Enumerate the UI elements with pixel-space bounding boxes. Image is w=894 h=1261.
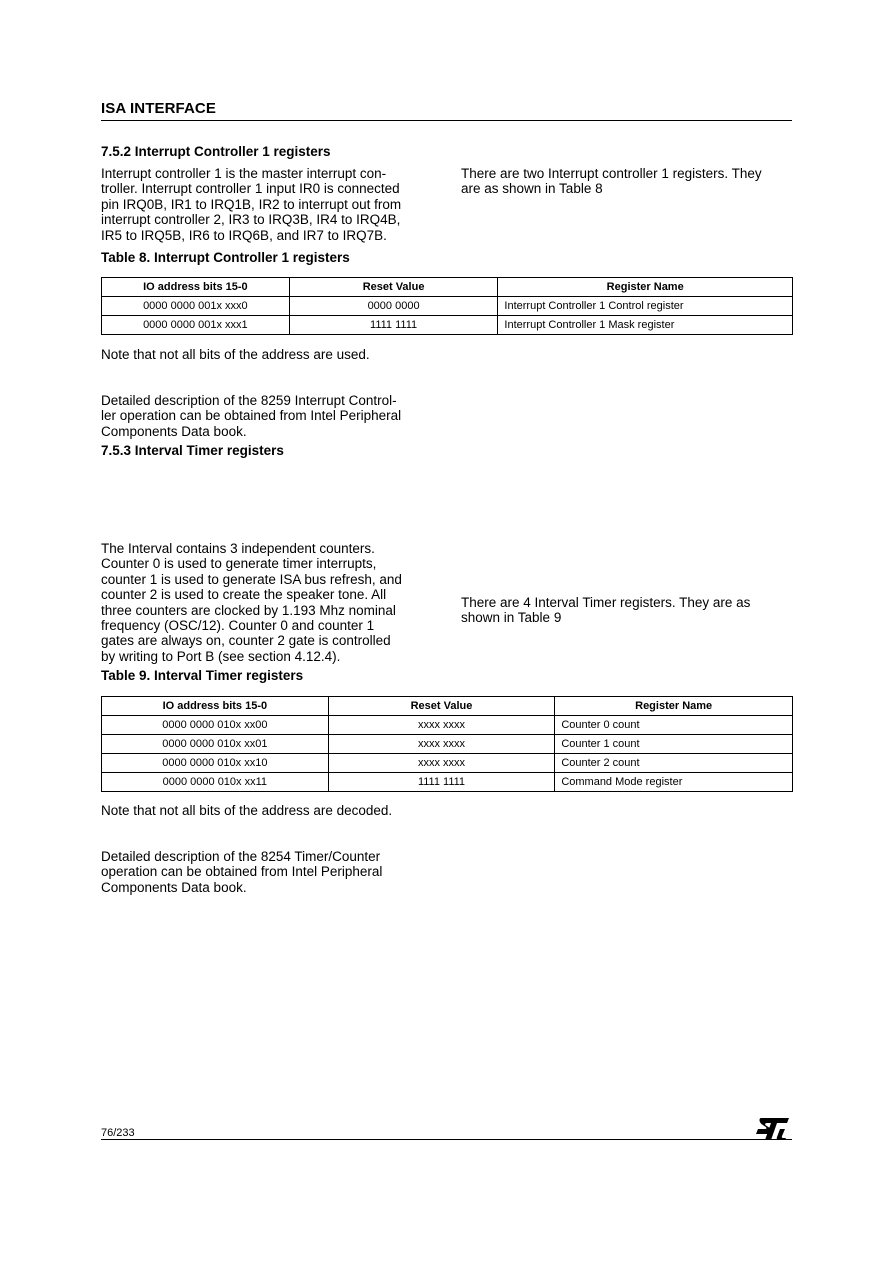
io-address-cell: 0000 0000 010x xx01 bbox=[102, 735, 329, 754]
reset-value-cell: 1111 1111 bbox=[328, 773, 555, 792]
column-header: Reset Value bbox=[289, 278, 498, 297]
reset-value-cell: 1111 1111 bbox=[289, 316, 498, 335]
text-line: by writing to Port B (see section 4.12.4). bbox=[101, 648, 341, 664]
io-address-cell: 0000 0000 010x xx11 bbox=[102, 773, 329, 792]
table-9-interval-timer bbox=[101, 696, 793, 792]
text-line: operation can be obtained from Intel Peripheral bbox=[101, 864, 383, 880]
text-line: troller. Interrupt controller 1 input IR0 is connected bbox=[101, 181, 400, 197]
register-name-cell: Counter 1 count bbox=[555, 735, 793, 754]
register-name-cell: Counter 0 count bbox=[555, 716, 793, 735]
text-line: The Interval contains 3 independent counters. bbox=[101, 541, 375, 556]
page-header-title: ISA INTERFACE bbox=[101, 100, 216, 117]
table-row bbox=[102, 316, 793, 335]
text-line: shown in Table 9 bbox=[461, 610, 562, 626]
table-row bbox=[102, 735, 793, 754]
text-line: Detailed description of the 8259 Interrupt Control- bbox=[101, 393, 397, 408]
io-address-cell: 0000 0000 010x xx00 bbox=[102, 716, 329, 735]
header-rule bbox=[101, 120, 792, 121]
text-line: There are two Interrupt controller 1 registers. They bbox=[461, 166, 762, 181]
table-8-interrupt-controller bbox=[101, 277, 793, 335]
text-line: Components Data book. bbox=[101, 879, 247, 895]
section-heading-7-5-2: 7.5.2 Interrupt Controller 1 registers bbox=[101, 144, 331, 159]
register-name-cell: Counter 2 count bbox=[555, 754, 793, 773]
section-heading-7-5-3: 7.5.3 Interval Timer registers bbox=[101, 443, 284, 458]
reset-value-cell: xxxx xxxx bbox=[328, 716, 555, 735]
table-row bbox=[102, 297, 793, 316]
table-header-row bbox=[102, 697, 793, 716]
address-bits-note: Note that not all bits of the address are used. bbox=[101, 347, 370, 362]
text-line: There are 4 Interval Timer registers. They are as bbox=[461, 595, 751, 610]
page-number: 76/233 bbox=[101, 1127, 135, 1139]
text-line: three counters are clocked by 1.193 Mhz nominal bbox=[101, 602, 396, 618]
io-address-cell: 0000 0000 001x xxx1 bbox=[102, 316, 290, 335]
text-line: pin IRQ0B, IR1 to IRQ1B, IR2 to interrupt out from bbox=[101, 196, 402, 212]
8254-detail-paragraph bbox=[101, 849, 434, 895]
address-bits-decoded-note: Note that not all bits of the address are decoded. bbox=[101, 803, 393, 818]
interrupt-controller-register-count bbox=[461, 166, 797, 197]
reset-value-cell: 0000 0000 bbox=[289, 297, 498, 316]
table-row bbox=[102, 773, 793, 792]
table-row bbox=[102, 716, 793, 735]
register-name-cell: Interrupt Controller 1 Mask register bbox=[498, 316, 793, 335]
reset-value-cell: xxxx xxxx bbox=[328, 754, 555, 773]
io-address-cell: 0000 0000 001x xxx0 bbox=[102, 297, 290, 316]
table-8-caption: Table 8. Interrupt Controller 1 registers bbox=[101, 250, 350, 265]
text-line: counter 2 is used to create the speaker tone. All bbox=[101, 587, 387, 603]
column-header: Reset Value bbox=[328, 697, 555, 716]
interrupt-controller-intro bbox=[101, 166, 434, 243]
text-line: ler operation can be obtained from Intel Peripheral bbox=[101, 408, 402, 424]
text-line: Counter 0 is used to generate timer interrupts, bbox=[101, 556, 377, 572]
table-header-row bbox=[102, 278, 793, 297]
interval-timer-intro bbox=[101, 541, 434, 664]
text-line: Interrupt controller 1 is the master interrupt con- bbox=[101, 166, 387, 181]
footer-rule bbox=[101, 1139, 792, 1140]
text-line: IR5 to IRQ5B, IR6 to IRQ6B, and IR7 to IRQ7B. bbox=[101, 227, 387, 243]
text-line: Components Data book. bbox=[101, 423, 247, 439]
reset-value-cell: xxxx xxxx bbox=[328, 735, 555, 754]
text-line: Detailed description of the 8254 Timer/Counter bbox=[101, 849, 381, 864]
text-line: gates are always on, counter 2 gate is controlled bbox=[101, 633, 391, 649]
table-9-caption: Table 9. Interval Timer registers bbox=[101, 668, 304, 683]
column-header: IO address bits 15-0 bbox=[102, 278, 290, 297]
register-name-cell: Command Mode register bbox=[555, 773, 793, 792]
column-header: Register Name bbox=[498, 278, 793, 297]
interval-timer-register-count bbox=[461, 595, 797, 626]
text-line: frequency (OSC/12). Counter 0 and counter 1 bbox=[101, 618, 375, 634]
io-address-cell: 0000 0000 010x xx10 bbox=[102, 754, 329, 773]
column-header: Register Name bbox=[555, 697, 793, 716]
register-name-cell: Interrupt Controller 1 Control register bbox=[498, 297, 793, 316]
8259-detail-paragraph bbox=[101, 393, 434, 439]
text-line: are as shown in Table 8 bbox=[461, 181, 603, 197]
text-line: counter 1 is used to generate ISA bus refresh, and bbox=[101, 571, 402, 587]
table-row bbox=[102, 754, 793, 773]
text-line: interrupt controller 2, IR3 to IRQ3B, IR4 to IRQ4B, bbox=[101, 212, 401, 228]
column-header: IO address bits 15-0 bbox=[102, 697, 329, 716]
